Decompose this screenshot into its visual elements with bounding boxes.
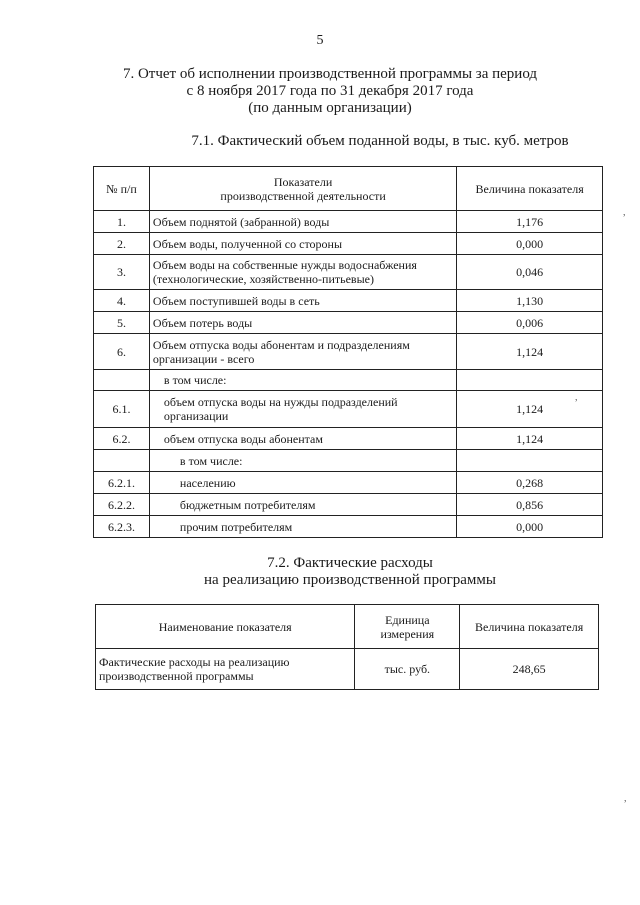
row-value: 0,000	[457, 233, 603, 255]
table-row	[94, 472, 603, 494]
report-title-line-2: с 8 ноября 2017 года по 31 декабря 2017 года	[186, 83, 474, 99]
report-title-line-1: 7. Отчет об исполнении производственной программы за период	[122, 66, 538, 82]
table-row	[94, 255, 603, 290]
row-label: в том числе:	[149, 370, 456, 391]
header-unit-line-1: Единица	[385, 612, 430, 627]
expense-unit: тыс. руб.	[355, 649, 460, 690]
row-value	[457, 450, 603, 472]
row-num: 6.2.	[94, 428, 150, 450]
row-label: объем отпуска воды на нужды подразделений организации	[149, 391, 456, 428]
header-unit	[355, 605, 460, 649]
row-label: населению	[149, 472, 456, 494]
report-title	[90, 66, 570, 117]
table-row	[94, 391, 603, 428]
row-num	[94, 370, 150, 391]
row-label: Объем воды, полученной со стороны	[149, 233, 456, 255]
header-indicator-line-2: производственной деятельности	[220, 188, 386, 203]
row-value: 0,856	[457, 494, 603, 516]
expense-name: Фактические расходы на реализацию производственной программы	[96, 649, 355, 690]
row-value: 1,124	[457, 428, 603, 450]
row-value: 0,268	[457, 472, 603, 494]
row-num: 3.	[94, 255, 150, 290]
row-num: 1.	[94, 211, 150, 233]
scan-speck: ,	[624, 793, 627, 804]
header-indicator	[149, 167, 456, 211]
section-7-1-heading: 7.1. Фактический объем поданной воды, в тыс. куб. метров	[191, 133, 569, 149]
row-num: 6.	[94, 334, 150, 370]
scan-speck: ,	[623, 207, 626, 218]
section-7-2-heading-line-1: 7.2. Фактические расходы	[267, 555, 433, 571]
row-num: 5.	[94, 312, 150, 334]
row-num: 6.2.2.	[94, 494, 150, 516]
row-label: бюджетным потребителям	[149, 494, 456, 516]
water-volume-table	[93, 166, 603, 538]
row-value: 0,046	[457, 255, 603, 290]
row-num: 4.	[94, 290, 150, 312]
table-row	[94, 516, 603, 538]
row-value: 0,000	[457, 516, 603, 538]
section-7-2-heading	[120, 555, 580, 589]
row-value	[457, 370, 603, 391]
table-row	[94, 450, 603, 472]
header-unit-line-2: измерения	[380, 626, 435, 641]
expense-value: 248,65	[460, 649, 599, 690]
expenses-table	[95, 604, 599, 690]
row-label: в том числе:	[149, 450, 456, 472]
header-value: Величина показателя	[457, 167, 603, 211]
table-row	[94, 428, 603, 450]
report-title-line-3: (по данным организации)	[248, 100, 412, 116]
table-row	[94, 290, 603, 312]
expenses-table-header	[96, 605, 599, 649]
header-indicator-line-1: Показатели	[273, 174, 333, 189]
scan-speck: ,	[575, 392, 578, 403]
section-7-2-heading-line-2: на реализацию производственной программы	[204, 572, 496, 588]
table-row	[96, 649, 599, 690]
row-label: Объем воды на собственные нужды водоснабжения (технологические, хозяйственно-питьевые)	[149, 255, 456, 290]
table-row	[94, 334, 603, 370]
row-label: Объем поступившей воды в сеть	[149, 290, 456, 312]
header-num: № п/п	[94, 167, 150, 211]
row-num: 6.1.	[94, 391, 150, 428]
row-label: Объем потерь воды	[149, 312, 456, 334]
row-num: 6.2.3.	[94, 516, 150, 538]
page-number: 5	[316, 33, 324, 48]
row-value: 1,124	[457, 391, 603, 428]
row-label: Объем отпуска воды абонентам и подразделениям организации - всего	[149, 334, 456, 370]
row-num	[94, 450, 150, 472]
row-value: 1,130	[457, 290, 603, 312]
row-value: 0,006	[457, 312, 603, 334]
row-num: 6.2.1.	[94, 472, 150, 494]
header-value: Величина показателя	[460, 605, 599, 649]
water-volume-table-header	[94, 167, 603, 211]
table-row	[94, 312, 603, 334]
row-label: прочим потребителям	[149, 516, 456, 538]
row-value: 1,176	[457, 211, 603, 233]
header-name: Наименование показателя	[96, 605, 355, 649]
table-row	[94, 211, 603, 233]
row-value: 1,124	[457, 334, 603, 370]
table-row	[94, 370, 603, 391]
table-row	[94, 233, 603, 255]
table-row	[94, 494, 603, 516]
row-label: Объем поднятой (забранной) воды	[149, 211, 456, 233]
row-label: объем отпуска воды абонентам	[149, 428, 456, 450]
row-num: 2.	[94, 233, 150, 255]
